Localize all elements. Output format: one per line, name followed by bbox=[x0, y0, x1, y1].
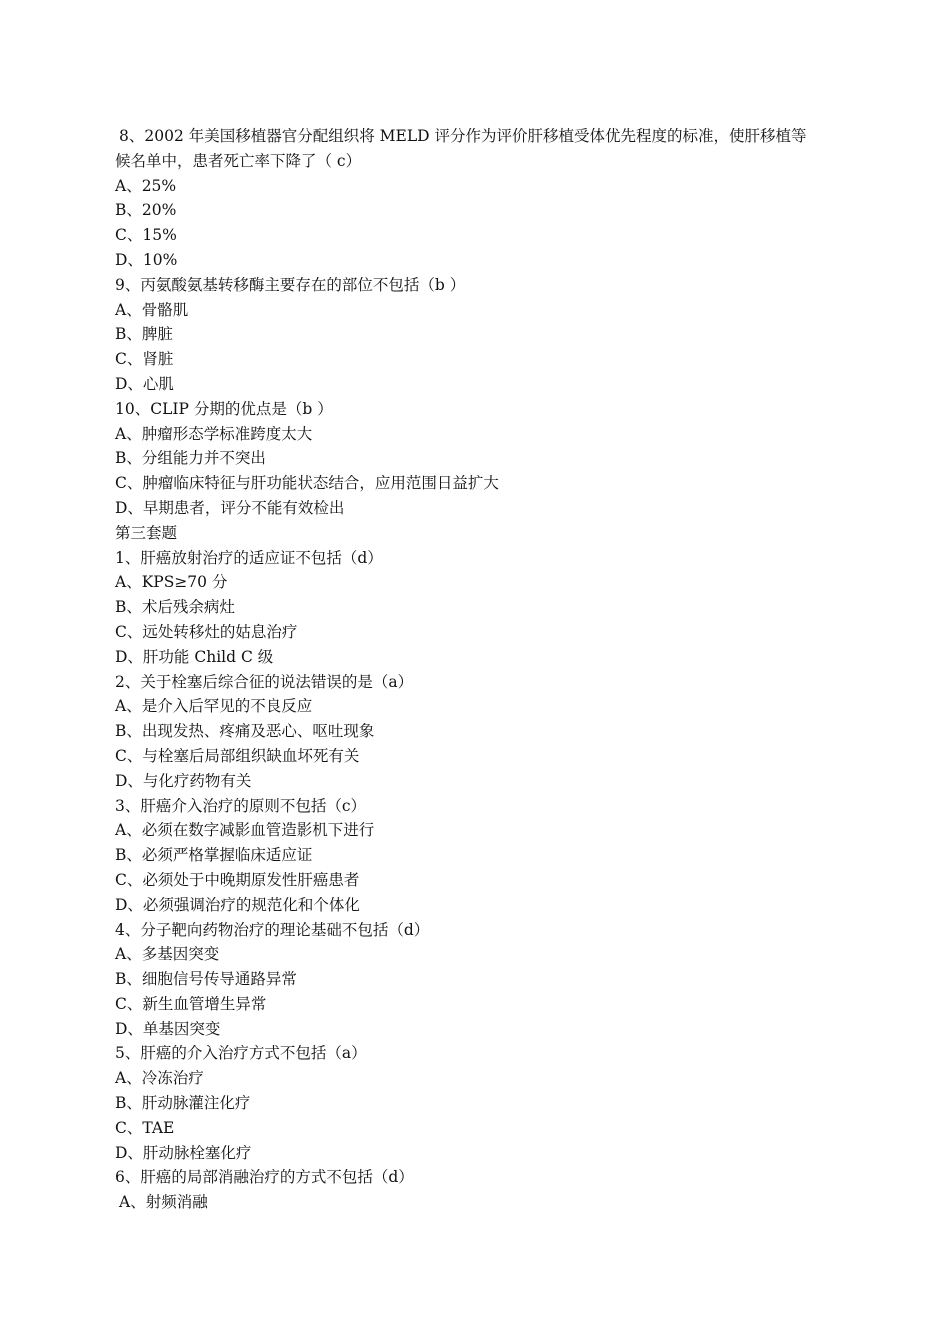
question-8-line-2: 候名单中，患者死亡率下降了（ c） bbox=[115, 151, 362, 170]
option-8-d: D、10% bbox=[115, 250, 178, 269]
section-heading-set-3: 第三套题 bbox=[115, 523, 178, 542]
question-8-line-1: 8、2002 年美国移植器官分配组织将 MELD 评分作为评价肝移植受体优先程度的标准，使肝移植等 bbox=[119, 127, 807, 145]
set3-question-4: 4、分子靶向药物治疗的理论基础不包括（d） bbox=[115, 920, 430, 939]
set3-option-4-a: A、多基因突变 bbox=[115, 945, 220, 964]
set3-question-2: 2、关于栓塞后综合征的说法错误的是（a） bbox=[115, 672, 414, 691]
set3-option-2-c: C、与栓塞后局部组织缺血坏死有关 bbox=[115, 746, 360, 765]
set3-option-5-a: A、冷冻治疗 bbox=[115, 1069, 204, 1088]
question-10: 10、CLIP 分期的优点是（b ） bbox=[115, 399, 333, 418]
set3-option-2-a: A、是介入后罕见的不良反应 bbox=[115, 697, 313, 716]
set3-option-5-c: C、TAE bbox=[115, 1118, 175, 1137]
set3-option-3-a: A、必须在数字减影血管造影机下进行 bbox=[115, 821, 375, 840]
set3-option-1-d: D、肝功能 Child C 级 bbox=[115, 647, 274, 666]
set3-option-3-b: B、必须严格掌握临床适应证 bbox=[115, 846, 313, 865]
set3-question-1: 1、肝癌放射治疗的适应证不包括（d） bbox=[115, 548, 383, 567]
set3-option-3-c: C、必须处于中晚期原发性肝癌患者 bbox=[115, 870, 360, 889]
option-10-c: C、肿瘤临床特征与肝功能状态结合，应用范围日益扩大 bbox=[115, 474, 499, 493]
option-10-a: A、肿瘤形态学标准跨度太大 bbox=[115, 424, 313, 443]
set3-option-1-c: C、远处转移灶的姑息治疗 bbox=[115, 622, 298, 641]
option-9-c: C、肾脏 bbox=[115, 350, 174, 369]
option-9-a: A、骨骼肌 bbox=[115, 300, 189, 319]
set3-option-1-b: B、术后残余病灶 bbox=[115, 598, 235, 617]
set3-option-1-a: A、KPS≥70 分 bbox=[115, 573, 228, 592]
set3-option-4-b: B、细胞信号传导通路异常 bbox=[115, 970, 297, 989]
question-9: 9、丙氨酸氨基转移酶主要存在的部位不包括（b ） bbox=[115, 275, 466, 294]
option-10-b: B、分组能力并不突出 bbox=[115, 449, 266, 468]
set3-option-4-c: C、新生血管增生异常 bbox=[115, 994, 267, 1013]
option-9-d: D、心肌 bbox=[115, 374, 174, 393]
set3-option-2-d: D、与化疗药物有关 bbox=[115, 771, 252, 790]
set3-option-5-d: D、肝动脉栓塞化疗 bbox=[115, 1143, 252, 1162]
set3-question-6: 6、肝癌的局部消融治疗的方式不包括（d） bbox=[115, 1168, 414, 1187]
option-8-b: B、20% bbox=[115, 201, 177, 220]
option-8-a: A、25% bbox=[115, 176, 177, 195]
option-10-d: D、早期患者，评分不能有效检出 bbox=[115, 498, 345, 517]
set3-question-3: 3、肝癌介入治疗的原则不包括（c） bbox=[115, 796, 367, 815]
set3-question-5: 5、肝癌的介入治疗方式不包括（a） bbox=[115, 1044, 367, 1063]
set3-option-4-d: D、单基因突变 bbox=[115, 1019, 221, 1038]
set3-option-2-b: B、出现发热、疼痛及恶心、呕吐现象 bbox=[115, 722, 375, 741]
set3-option-3-d: D、必须强调治疗的规范化和个体化 bbox=[115, 895, 360, 914]
document-body bbox=[115, 124, 840, 1215]
set3-option-5-b: B、肝动脉灌注化疗 bbox=[115, 1094, 251, 1113]
option-8-c: C、15% bbox=[115, 226, 177, 245]
set3-option-6-a: A、射频消融 bbox=[119, 1193, 208, 1212]
option-9-b: B、脾脏 bbox=[115, 325, 173, 344]
